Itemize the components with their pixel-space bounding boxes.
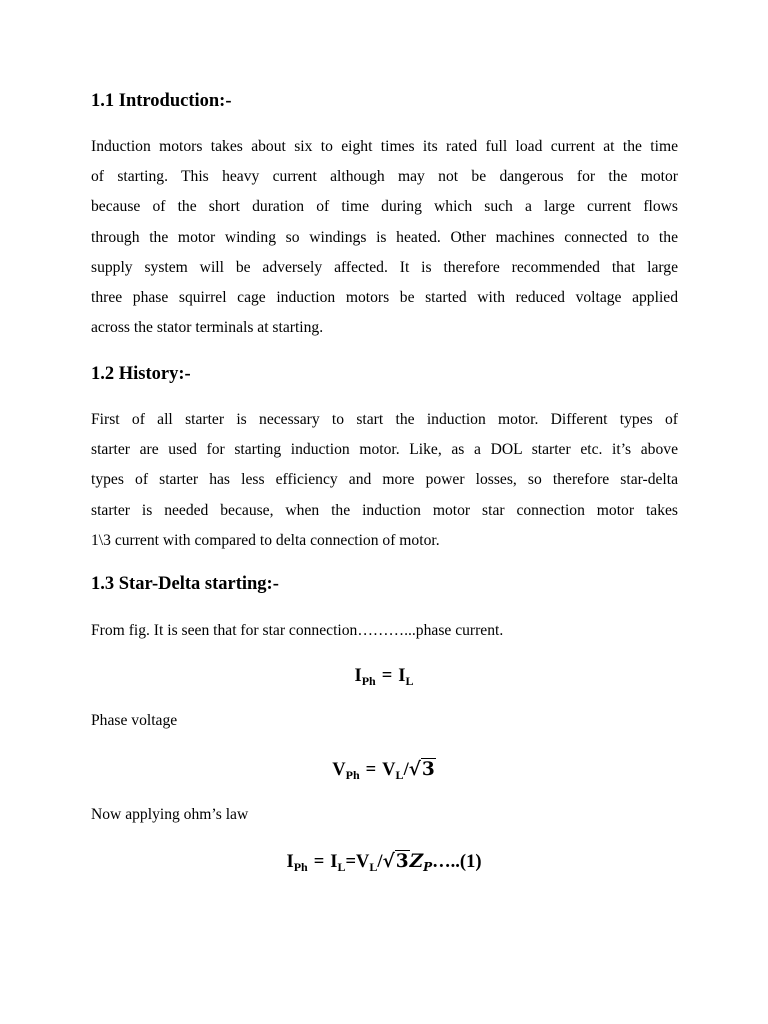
paragraph-line: Induction motors takes about six to eight times its rated full load current at the time — [91, 138, 678, 155]
paragraph-line: 1\3 current with compared to delta connection of motor. — [91, 531, 440, 549]
eq-number: …..(1) — [432, 852, 482, 872]
eq-symbol: V — [332, 760, 346, 780]
paragraph-line: starter are used for starting induction motor. Like, as a DOL starter etc. it’s above — [91, 441, 678, 459]
equation-phase-voltage — [0, 759, 768, 781]
eq-subscript: Ph — [345, 768, 360, 782]
phase-voltage-label: Phase voltage — [91, 712, 178, 729]
eq-operator: = — [381, 666, 393, 686]
eq-subscript: L — [337, 860, 346, 874]
section-heading-star-delta: 1.3 Star-Delta starting:- — [91, 574, 279, 594]
sqrt-icon: √ — [382, 851, 395, 872]
section-heading-introduction: 1.1 Introduction:- — [91, 91, 232, 111]
eq-symbol: Z — [409, 851, 424, 872]
eq-operator: = — [365, 760, 377, 780]
eq-symbol: I — [286, 852, 294, 872]
eq-subscript: L — [405, 674, 414, 688]
eq-slash: / — [403, 760, 409, 780]
eq-subscript: P — [423, 860, 433, 874]
paragraph-line: because of the short duration of time during which such a large current flows — [91, 198, 678, 216]
star-connection-intro: From fig. It is seen that for star connection………...phase current. — [91, 622, 504, 639]
equation-phase-current — [0, 666, 768, 687]
paragraph-line: types of starter has less efficiency and more power losses, so therefore star-delta — [91, 471, 678, 489]
eq-subscript: Ph — [293, 860, 308, 874]
eq-symbol: V — [356, 852, 370, 872]
equation-ohms-law — [0, 851, 768, 873]
eq-subscript: Ph — [361, 674, 376, 688]
paragraph-line: through the motor winding so windings is heated. Other machines connected to the — [91, 228, 678, 246]
eq-sqrt-argument: 3 — [421, 759, 435, 780]
paragraph-introduction — [91, 132, 678, 343]
ohms-law-label: Now applying ohm’s law — [91, 806, 249, 823]
eq-slash: / — [377, 852, 383, 872]
paragraph-line: three phase squirrel cage induction motors be started with reduced voltage applied — [91, 288, 678, 306]
section-heading-history: 1.2 History:- — [91, 364, 191, 384]
eq-symbol: I — [354, 666, 362, 686]
eq-sqrt-argument: 3 — [395, 851, 409, 872]
paragraph-line: across the stator terminals at starting. — [91, 319, 324, 337]
paragraph-line: of starting. This heavy current although may not be dangerous for the motor — [91, 168, 678, 186]
eq-operator: = — [313, 852, 325, 872]
eq-symbol: I — [330, 852, 338, 872]
eq-operator: = — [345, 852, 357, 872]
eq-subscript: L — [395, 768, 404, 782]
eq-subscript: L — [369, 860, 378, 874]
paragraph-line: supply system will be adversely affected. It is therefore recommended that large — [91, 258, 678, 276]
eq-symbol: I — [398, 666, 406, 686]
paragraph-line: starter is needed because, when the induction motor star connection motor takes — [91, 501, 678, 519]
eq-symbol: V — [382, 760, 396, 780]
sqrt-icon: √ — [408, 759, 421, 780]
paragraph-history — [91, 405, 678, 556]
paragraph-line: First of all starter is necessary to start the induction motor. Different types of — [91, 411, 678, 428]
